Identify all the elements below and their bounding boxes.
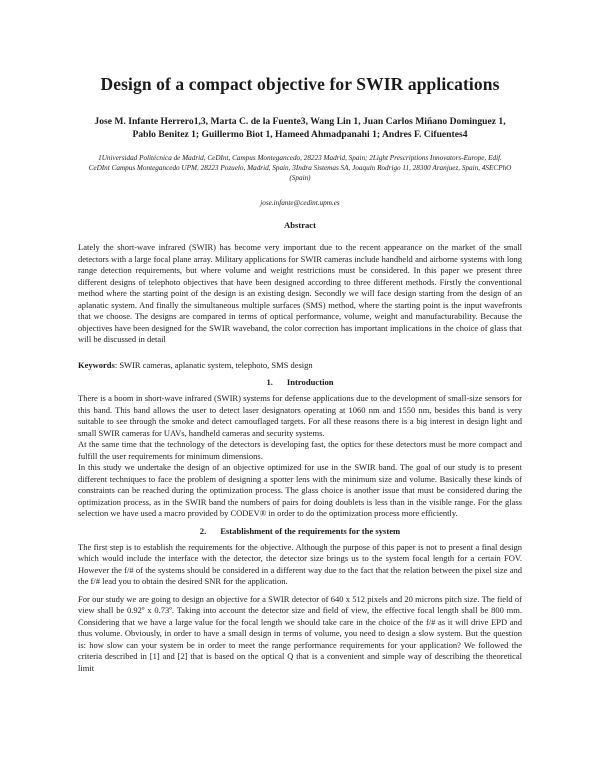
section-2-title: Establishment of the requirements for the system [220,525,401,536]
paper-title: Design of a compact objective for SWIR applications [100,74,500,94]
keywords [78,360,522,372]
section-1-paragraph: At the same time that the technology of the detectors is developing fast, the optics for these detectors must be more compact and fulfill the user requirements for minimum dimensions. [78,439,522,461]
paper-page [78,74,522,674]
author-list: Jose M. Infante Herrero1,3, Marta C. de la Fuente3, Wang Lin 1, Juan Carlos Miñano Dominguez 1, Pablo Benitez 1; Guillermo Biot 1, Hameed Ahmadpanahi 1; Andres F. Cifuentes4 [94,116,506,140]
section-2-heading [78,526,522,536]
affiliations: 1Universidad Politécnica de Madrid, CeDInt, Campus Montegancedo, 28223 Madrid, Spain; 2Light Prescriptions Innovators-Europe, Edif. CeDInt Campus Montegancedo UPM, 28223 Pozuelo, Madrid, Spain, 3Indra Sistemas SA, Joaquín Rodrigo 11, 28300 Aranjuez, Spain, 4SECPhO (Spain) [88,154,512,182]
section-1-paragraph: There is a boom in short-wave infrared (SWIR) systems for defense applications due to the development of small-size sensors for this band. This band allows the user to detect laser designators operating at 1060 nm and 1550 nm, besides this band is very suitable to see through the smoke and detect camouflaged targets. For all these reasons there is a big interest in design light and small SWIR cameras for UAVs, handheld cameras and security systems. [78,393,522,438]
abstract-text: Lately the short-wave infrared (SWIR) has become very important due to the recent appearance on the market of the small detectors with a large focal plane array. Military applications for SWIR cameras include handheld and airborne systems with long range detection requirements, but where volume and weight restrictions must be considered. In this paper we present three different designs of telephoto objectives that have been designed according to three different methods. Firstly the conventional method where the starting point of the design is an existing design. Secondly we will face design starting from the design of an aplanatic system. And finally the simultaneous multiple surfaces (SMS) method, where the starting point is the input wavefronts that we choose. The designs are compared in terms of optical performance, volume, weight and manufacturability. Because the objectives have been designed for the SWIR waveband, the color correction has important implications in the choice of glass that will be discussed in detail [78,242,522,344]
abstract-heading: Abstract [284,220,316,230]
section-1-number: 1. [266,377,273,387]
section-1-paragraph: In this study we undertake the design of an objective optimized for use in the SWIR band. The goal of our study is to present different techniques to face the problem of designing a spotter lens with the minimum size and volume. Basically these kinds of constraints can be reached during the optimization process. The glass choice is another issue that must be considered during the optimization process, as in the SWIR band the numbers of pairs for doing doublets is less than in the visible range. For the glass selection we have used a macro provided by CODEV® in order to do the optimization process more efficiently. [78,462,522,518]
section-2-paragraph: The first step is to establish the requirements for the objective. Although the purpose of this paper is not to present a final design which would include the interface with the detector, the detector size brings us to the system focal length for a certain FOV. However the f/# of the systems should be considered in a different way due to the fact that the relation between the pixel size and the f/# lead you to obtain the desired SNR for the application. [78,541,522,586]
section-2-number: 2. [199,525,207,536]
section-1-title: Introduction [286,377,334,387]
keywords-text: : SWIR cameras, aplanatic system, telephoto, SMS design [114,359,313,370]
section-1-heading [78,377,522,387]
keywords-label: Keywords [78,359,115,370]
contact-email[interactable]: jose.infante@cedint.upm.es [260,199,340,207]
section-2-paragraph: For our study we are going to design an objective for a SWIR detector of 640 x 512 pixels and 20 microns pitch size. The field of view shall be 0.92º x 0.73º. Taking into account the detector size and field of view, the effective focal length shall be 800 mm. Considering that we have a large value for the focal length we should take care in the choice of the f/# as it will drive EPD and thus volume. Obviously, in order to have a small design in terms of volume, you need to design a slow system. But the question is: how slow can your system be in order to meet the range performance requirements for your application? We followed the criteria described in [1] and [2] that is based on the optical Q that is a convenient and simple way of describing the theoretical limit [78,593,522,673]
